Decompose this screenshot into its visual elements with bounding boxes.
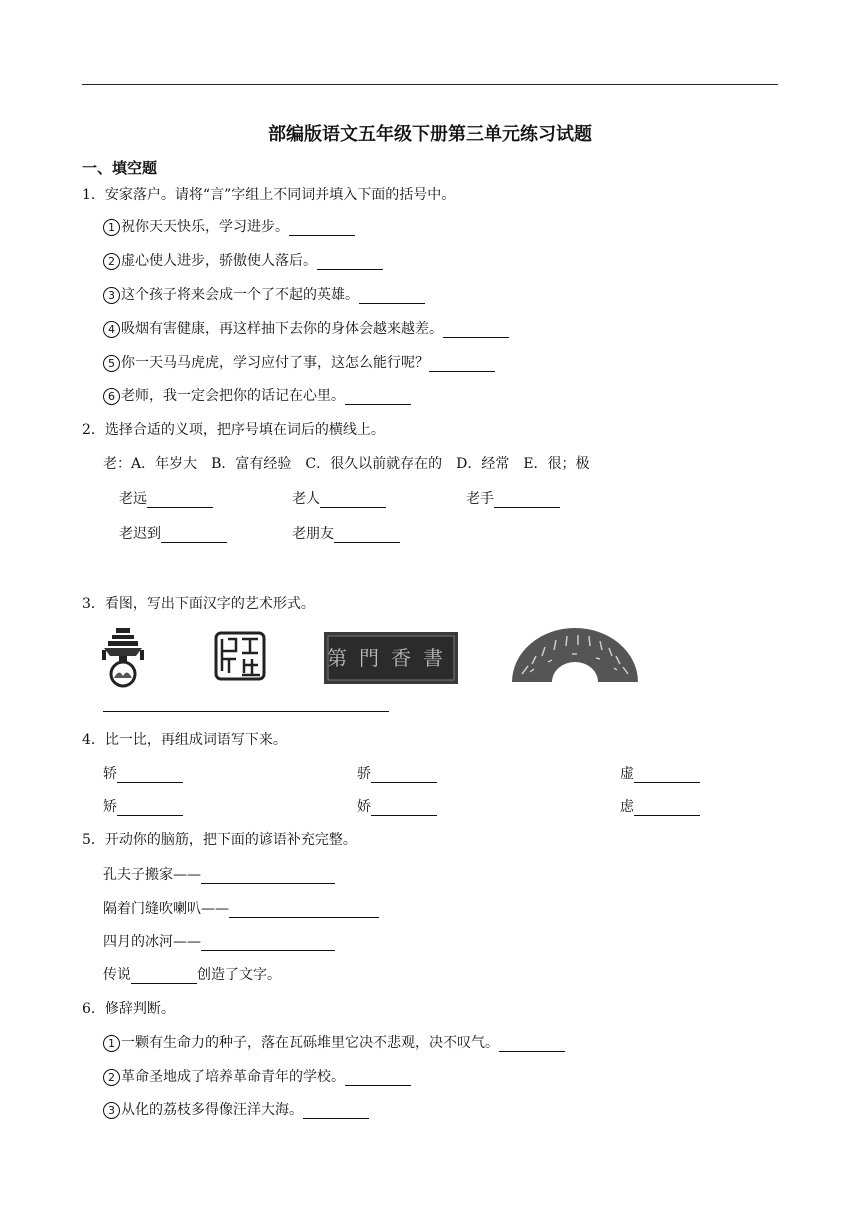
section-heading: 一、填空题 <box>82 159 158 177</box>
answer-blank[interactable] <box>371 768 437 783</box>
answer-blank[interactable] <box>317 255 383 270</box>
q5-line: 孔夫子搬家—— <box>103 866 335 884</box>
q1-item: 2 虚心使人进步，骄傲使人落后。 <box>103 252 383 270</box>
answer-blank[interactable] <box>499 1037 565 1052</box>
q2-word: 老远 <box>119 490 213 508</box>
seal-stamp-icon <box>214 631 266 681</box>
answer-blank[interactable] <box>161 528 227 543</box>
answer-blank[interactable] <box>147 493 213 508</box>
answer-blank[interactable] <box>201 869 335 884</box>
answer-blank[interactable] <box>634 768 700 783</box>
q1-item: 6 老师，我一定会把你的话记在心里。 <box>103 387 411 405</box>
q4-stem: 4．比一比，再组成词语写下来。 <box>82 732 287 748</box>
q3-stem: 3．看图，写出下面汉字的艺术形式。 <box>82 596 315 612</box>
q6-item: 2 革命圣地成了培养革命青年的学校。 <box>103 1068 411 1086</box>
q2-options: 老：A．年岁大 B．富有经验 C．很久以前就存在的 D．经常 E．很；极 <box>103 456 590 472</box>
answer-blank[interactable] <box>131 969 197 984</box>
answer-blank[interactable] <box>429 357 495 372</box>
answer-blank[interactable] <box>117 801 183 816</box>
q1-item: 1 祝你天天快乐，学习进步。 <box>103 218 355 236</box>
q6-stem: 6．修辞判断。 <box>82 1001 175 1017</box>
q4-word: 虑 <box>620 798 700 816</box>
q1-stem: 1．安家落户。请将“言”字组上不同词并填入下面的括号中。 <box>82 187 456 203</box>
q2-stem: 2．选择合适的义项，把序号填在词后的横线上。 <box>82 422 385 438</box>
q2-word: 老手 <box>466 490 560 508</box>
answer-blank[interactable] <box>289 221 355 236</box>
q4-word: 骄 <box>357 765 437 783</box>
header-rule <box>82 84 778 85</box>
q2-word: 老人 <box>292 490 386 508</box>
q6-item: 3 从化的荔枝多得像汪洋大海。 <box>103 1101 369 1119</box>
answer-blank[interactable] <box>634 801 700 816</box>
answer-blank[interactable] <box>359 289 425 304</box>
decorative-character-icon <box>102 626 144 688</box>
q1-item: 5 你一天马马虎虎，学习应付了事，这怎么能行呢？ <box>103 354 495 372</box>
q4-word: 虚 <box>620 765 700 783</box>
q4-word: 矫 <box>103 798 183 816</box>
q2-word: 老朋友 <box>292 525 400 543</box>
answer-blank[interactable] <box>371 801 437 816</box>
answer-blank[interactable] <box>345 1071 411 1086</box>
page-title: 部编版语文五年级下册第三单元练习试题 <box>268 124 592 145</box>
q4-word: 娇 <box>357 798 437 816</box>
q4-word: 轿 <box>103 765 183 783</box>
fan-calligraphy-icon <box>510 628 640 684</box>
answer-blank[interactable] <box>117 768 183 783</box>
answer-blank[interactable] <box>494 493 560 508</box>
q5-line: 四月的冰河—— <box>103 933 335 951</box>
q1-item: 4 吸烟有害健康，再这样抽下去你的身体会越来越差。 <box>103 320 509 338</box>
answer-blank[interactable] <box>443 323 509 338</box>
plaque-calligraphy-icon <box>324 632 458 684</box>
q5-line: 传说 创造了文字。 <box>103 967 281 983</box>
answer-blank[interactable] <box>334 528 400 543</box>
q5-stem: 5．开动你的脑筋，把下面的谚语补充完整。 <box>82 832 357 848</box>
answer-blank[interactable] <box>303 1104 369 1119</box>
answer-blank[interactable] <box>345 390 411 405</box>
answer-blank[interactable] <box>320 493 386 508</box>
svg-text:第門香書: 第門香書 <box>327 646 455 670</box>
q5-line: 隔着门缝吹喇叭—— <box>103 900 379 918</box>
q3-answer-line[interactable] <box>103 711 389 712</box>
q6-item: 1 一颗有生命力的种子，落在瓦砾堆里它决不悲观，决不叹气。 <box>103 1034 565 1052</box>
answer-blank[interactable] <box>201 936 335 951</box>
answer-blank[interactable] <box>229 903 379 918</box>
q1-item: 3 这个孩子将来会成一个了不起的英雄。 <box>103 286 425 304</box>
q2-word: 老迟到 <box>119 525 227 543</box>
